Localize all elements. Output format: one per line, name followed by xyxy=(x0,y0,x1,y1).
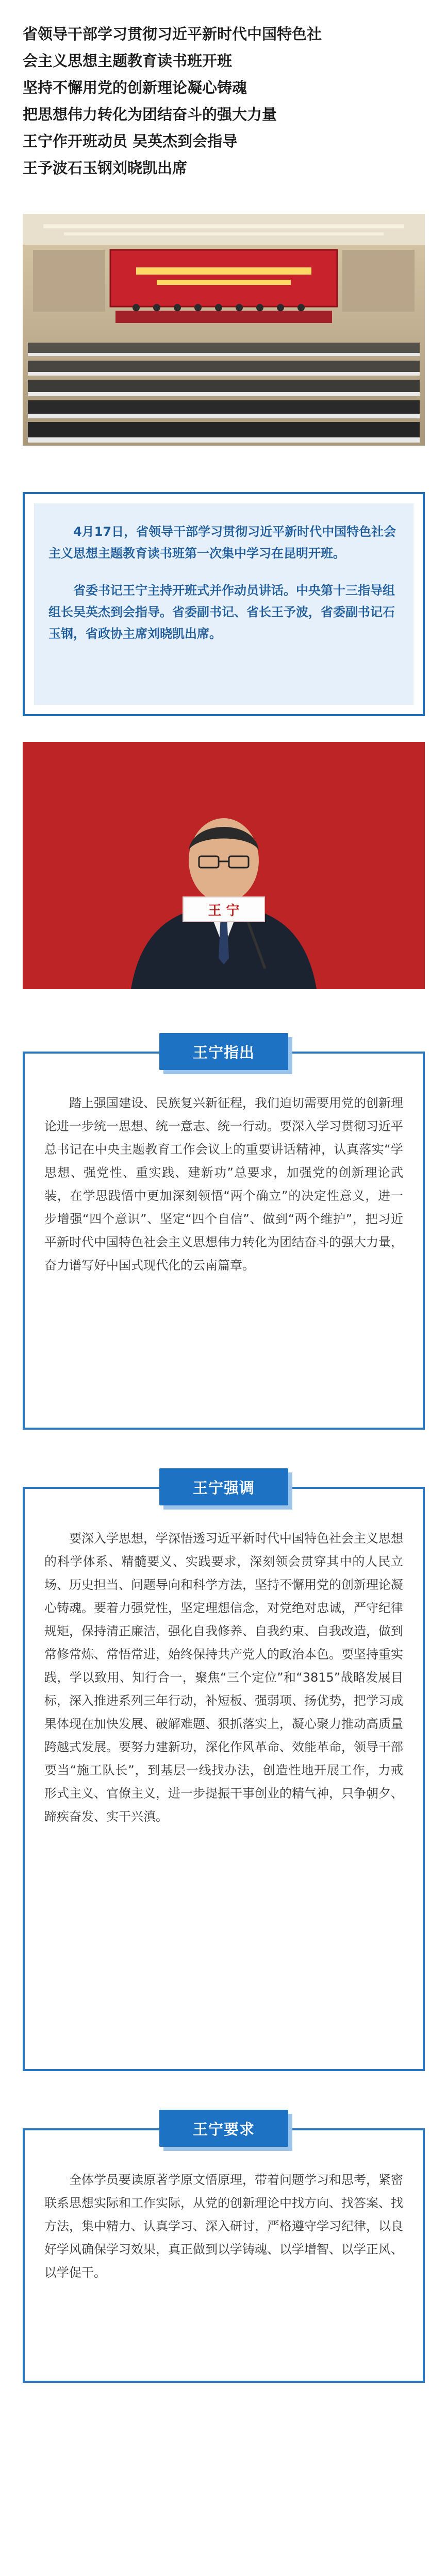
section-body: 要深入学思想，学深悟透习近平新时代中国特色社会主义思想的科学体系、精髓要义、实践要求，深刻领会贯穿其中的人民立场、历史担当、问题导向和科学方法，坚持不懈用党的创新理论凝心铸魂。要着力强党性，坚定理想信念，对党绝对忠诚，严守纪律规矩，保持清正廉洁，强化自我修养、自我约束、自我改造，做到常修常炼、常悟常进，始终保持共产党人的政治本色。要坚持重实践，学以致用、知行合一，聚焦“三个定位”和“3815”战略发展目标，深入推进系列三年行动，补短板、强弱项、扬优势，把学习成果体现在加快发展、破解难题、狠抓落实上，凝心聚力推动高质量跨越式发展。要努力建新功，深化作风革命、效能革命，领导干部要当“施工队长”，到基层一线找办法，创造性地开展工作，力戒形式主义、官僚主义，进一步提振干事创业的精气神，只争朝夕、蹄疾奋发、实干兴滇。 xyxy=(44,1531,403,1824)
headline-line: 省领导干部学习贯彻习近平新时代中国特色社 xyxy=(23,25,322,43)
section-title: 王宁指出 xyxy=(192,1043,255,1061)
lead-paragraph: 省委书记王宁主持开班式并作动员讲话。中央第十三指导组组长吴英杰到会指导。省委副书记、省长王予波，省委副书记石玉钢，省政协主席刘晓凯出席。 xyxy=(48,583,395,641)
headline-line: 把思想伟力转化为团结奋斗的强大力量 xyxy=(23,106,277,123)
section-title-tab xyxy=(159,1033,288,1070)
lead-paragraph: 4月17日，省领导干部学习贯彻习近平新时代中国特色社会主义思想主题教育读书班第一次集中学习在昆明开班。 xyxy=(48,524,396,561)
section-title: 王宁要求 xyxy=(192,2120,255,2138)
speaker-photo xyxy=(23,742,425,989)
lead-summary-box xyxy=(23,492,425,716)
headline-line: 会主义思想主题教育读书班开班 xyxy=(23,52,233,70)
section-wangning-requires xyxy=(23,2105,425,2383)
nameplate: 王 宁 xyxy=(183,896,265,922)
section-title-tab xyxy=(159,1468,288,1505)
headline-line: 坚持不懈用党的创新理论凝心铸魂 xyxy=(23,79,247,96)
article-headline xyxy=(23,21,430,181)
lead-summary-inner xyxy=(34,503,413,705)
section-frame xyxy=(23,2128,425,2383)
meeting-hall-photo xyxy=(23,214,425,446)
section-wangning-points-out xyxy=(23,1028,425,1430)
section-title: 王宁强调 xyxy=(192,1479,255,1497)
section-frame xyxy=(23,1487,425,2071)
section-body: 全体学员要读原著学原文悟原理，带着问题学习和思考，紧密联系思想实际和工作实际，从党的创新理论中找方向、找答案、找方法，集中精力、认真学习、深入研讨，严格遵守学习纪律，以良好学风确保学习效果，真正做到以学铸魂、以学增智、以学正风、以学促干。 xyxy=(44,2173,403,2280)
headline-line: 王予波石玉钢刘晓凯出席 xyxy=(23,159,188,177)
section-body: 踏上强国建设、民族复兴新征程，我们迫切需要用党的创新理论进一步统一思想、统一意志、统一行动。要深入学习贯彻习近平总书记在中央主题教育工作会议上的重要讲话精神，认真落实“学思想、强党性、重实践、建新功”总要求，加强党的创新理论武装，在学思践悟中更加深刻领悟“两个确立”的决定性意义，进一步增强“四个意识”、坚定“四个自信”、做到“两个维护”，把习近平新时代中国特色社会主义思想伟力转化为团结奋斗的强大力量，奋力谱写好中国式现代化的云南篇章。 xyxy=(44,1096,403,1273)
headline-line: 王宁作开班动员 吴英杰到会指导 xyxy=(23,132,238,150)
section-wangning-emphasizes xyxy=(23,1463,425,2071)
section-title-tab xyxy=(159,2110,288,2147)
section-frame xyxy=(23,1052,425,1430)
